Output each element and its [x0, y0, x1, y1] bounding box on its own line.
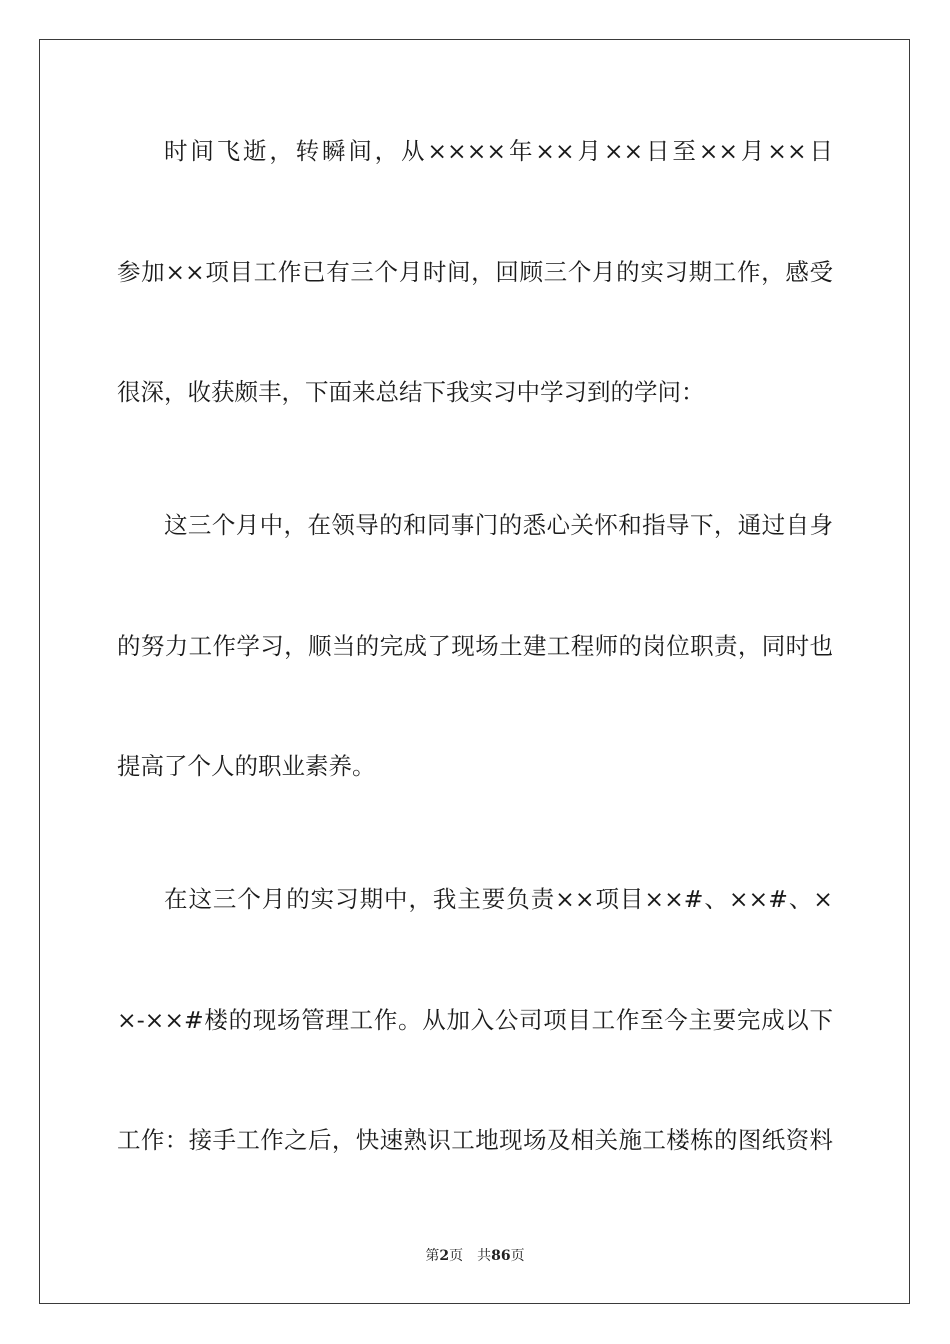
paragraph-line: 的努力工作学习，顺当的完成了现场土建工程师的岗位职责，同时也 [117, 632, 833, 660]
total-suffix: 页 [510, 1248, 525, 1264]
paragraph-line: 参加××项目工作已有三个月时间，回顾三个月的实习期工作，感受 [117, 258, 833, 286]
paragraph-line: 很深，收获颇丰，下面来总结下我实习中学习到的学问： [117, 378, 705, 406]
page-border [39, 39, 910, 1304]
paragraph-line: ×-××#楼的现场管理工作。从加入公司项目工作至今主要完成以下 [117, 1006, 833, 1034]
paragraph-line: 时间飞逝，转瞬间，从××××年××月××日至××月××日 [164, 137, 833, 165]
page-number: 2 [439, 1248, 450, 1264]
paragraph-line: 这三个月中，在领导的和同事门的悉心关怀和指导下，通过自身 [164, 511, 833, 539]
page-prefix: 第 [425, 1248, 440, 1264]
total-pages: 86 [491, 1248, 511, 1264]
page-footer [0, 1246, 950, 1266]
total-prefix: 共 [477, 1248, 492, 1264]
paragraph-line: 在这三个月的实习期中，我主要负责××项目××#、××#、× [164, 885, 833, 913]
paragraph-line: 工作：接手工作之后，快速熟识工地现场及相关施工楼栋的图纸资料 [117, 1126, 833, 1154]
page-suffix: 页 [449, 1248, 464, 1264]
paragraph-line: 提高了个人的职业素养。 [117, 752, 376, 780]
